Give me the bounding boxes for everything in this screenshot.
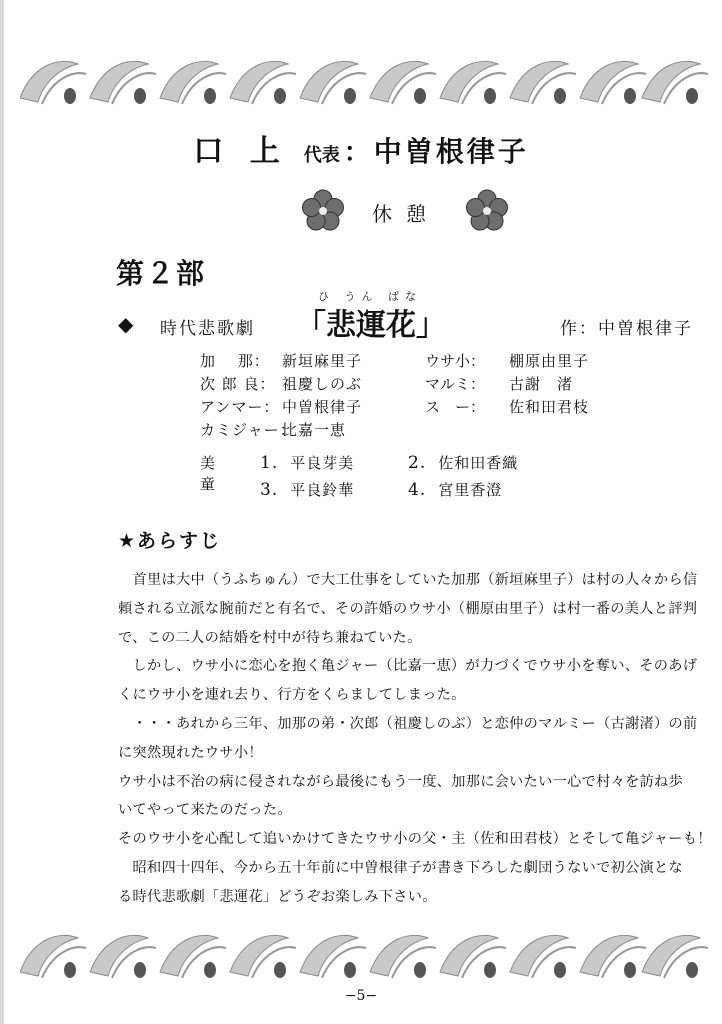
cast-role: アンマー：: [200, 398, 280, 416]
plum-blossom-icon: [464, 188, 510, 234]
synopsis-line: 昭和四十四年、今から五十年前に中曽根律子が書き下ろした劇団うないで初公演とな: [118, 859, 684, 876]
cast-role: カミジャー：: [200, 421, 296, 439]
intermission-row: [300, 188, 510, 238]
cast-role: ス ー：: [425, 398, 486, 416]
synopsis-line: に突然現れたウサ小！: [118, 744, 263, 761]
play-title: 「悲運花」: [296, 308, 446, 343]
kojo-role: 代表: [303, 145, 340, 166]
cast-row: [200, 373, 362, 396]
kojo-name: 中曽根律子: [373, 135, 529, 168]
cast-row: [425, 396, 589, 419]
cast-list-right: [425, 350, 589, 419]
play-row: [118, 290, 718, 348]
cast-role: マルミ：: [425, 375, 486, 393]
child-number: 3.: [260, 480, 279, 500]
cast-row: [200, 396, 362, 419]
cast-name: 古謝 渚: [509, 375, 574, 393]
page-number: −5−: [344, 988, 378, 1004]
part-heading: 第２部: [116, 257, 207, 290]
child-name: 佐和田香織: [438, 454, 519, 472]
synopsis-heading: ★あらすじ: [118, 530, 222, 552]
child-name: 宮里香澄: [438, 481, 503, 499]
play-genre: 時代悲歌劇: [160, 319, 255, 339]
synopsis-line: くにウサ小を連れ去り、行方をくらましてしまった。: [118, 687, 466, 704]
child-member: [408, 452, 518, 473]
intermission-label: 休憩: [372, 202, 440, 226]
child-number: 4.: [408, 480, 427, 500]
diamond-bullet-icon: ◆: [118, 312, 134, 336]
synopsis-line: ・・・あれから三年、加那の弟・次郎（祖慶しのぶ）と恋仲のマルミー（古謝渚）の前: [118, 715, 698, 732]
cast-role: ウサ小：: [425, 352, 486, 370]
synopsis-line: る時代悲歌劇「悲運花」どうぞお楽しみ下さい。: [118, 888, 437, 905]
cast-name: 中曽根律子: [282, 398, 363, 416]
cast-name: 佐和田君枝: [509, 398, 590, 416]
synopsis-body: [118, 566, 712, 912]
cast-name: 新垣麻里子: [282, 352, 363, 370]
cast-list-left: [200, 350, 362, 442]
cast-role: 加 那：: [200, 352, 270, 370]
cast-row: [425, 350, 589, 373]
synopsis-line: 頼される立派な腕前だと有名で、その許婚のウサ小（棚原由里子）は村一番の美人と評判: [118, 600, 698, 617]
synopsis-line: 首里は大中（うふちゅん）で大工仕事をしていた加那（新垣麻里子）は村の人々から信: [118, 572, 698, 588]
cast-row: [200, 350, 362, 373]
synopsis-line: で、この二人の結婚を村中が待ち兼ねていた。: [118, 629, 422, 646]
child-number: 2.: [408, 453, 427, 473]
child-member: [260, 452, 354, 473]
synopsis-line: そのウサ小を心配して追いかけてきたウサ小の父・主（佐和田君枝）とそして亀ジャーも！: [118, 831, 712, 848]
children-label: 美童: [200, 454, 220, 493]
child-number: 1.: [260, 453, 279, 473]
synopsis-line: いてやって来たのだった。: [118, 802, 292, 819]
play-author: 作：中曽根律子: [560, 319, 693, 339]
cast-role: 次 郎 良：: [200, 375, 276, 393]
kojo-title: 口 上: [193, 134, 288, 169]
child-member: [260, 479, 354, 500]
kojo-heading: [0, 126, 722, 170]
bottom-leaf-border: [20, 926, 710, 986]
synopsis-line: ウサ小は不治の病に侵されながら最後にもう一度、加那に会いたい一心で村々を訪ね歩: [118, 773, 684, 790]
cast-name: 祖慶しのぶ: [282, 375, 363, 393]
cast-row: [200, 419, 362, 442]
cast-row: [425, 373, 589, 396]
cast-name: 比嘉一恵: [282, 421, 347, 439]
cast-name: 棚原由里子: [509, 352, 590, 370]
plum-blossom-icon: [300, 188, 346, 234]
child-name: 平良芽美: [290, 454, 355, 472]
top-leaf-border: [20, 52, 710, 112]
synopsis-line: しかし、ウサ小に恋心を抱く亀ジャー（比嘉一恵）が力づくでウサ小を奪い、そのあげ: [118, 658, 698, 675]
play-title-ruby: ひ うん ばな: [318, 290, 422, 303]
child-member: [408, 479, 502, 500]
kojo-colon: ：: [343, 138, 370, 168]
child-name: 平良鈴華: [290, 481, 355, 499]
